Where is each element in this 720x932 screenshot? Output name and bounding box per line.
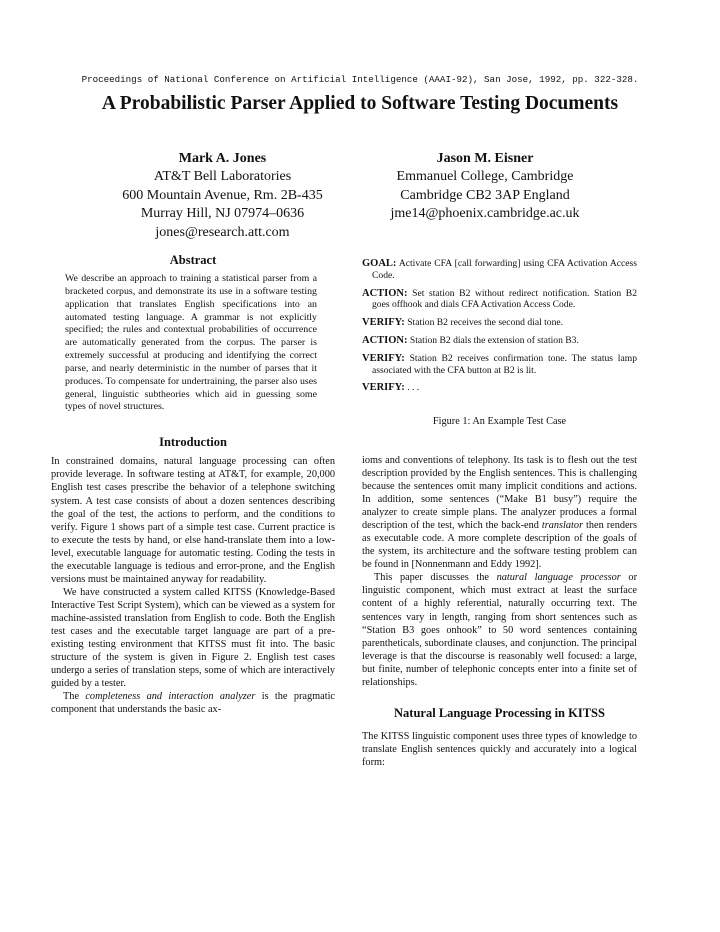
test-case-line — [362, 335, 637, 347]
author-affiliation: Emmanuel College, Cambridge — [396, 169, 574, 185]
text-span: then renders as executable code. A more complete description of the goals of the system, its architecture and the software testing problem can be found in [Nonnenmann and Eddy 1992]. — [362, 520, 637, 571]
author-email: jme14@phoenix.cambridge.ac.uk — [390, 206, 580, 222]
intro-paragraph-3 — [51, 690, 335, 716]
left-column — [51, 254, 335, 716]
test-case-text: Station B2 receives confirmation tone. The status lamp associated with the CFA button at B2 is lit. — [372, 352, 637, 376]
author-city: Murray Hill, NJ 07974–0636 — [140, 206, 305, 222]
test-case-keyword: GOAL: — [362, 258, 397, 269]
test-case-line — [362, 288, 637, 312]
text-span: The — [63, 691, 86, 703]
intro-paragraph-2: We have constructed a system called KITSS (Knowledge-Based Interactive Test Script System), which can be viewed as a system for machine-assisted translation from English to code. Both the English test cases and the executable target language are part of a pre-existing testing environment that KITSS must fit into. The basic structure of the system is given in Figure 2. English test cases undergo a series of translation steps, some of which are interactively guided by a tester. — [51, 586, 335, 690]
author-name: Mark A. Jones — [178, 151, 267, 166]
abstract-text: We describe an approach to training a statistical parser from a bracketed corpus, and demonstrate its use in a software testing application that translates English specifications into an automated testing language. A grammar is not explicitly specified; the rules and contextual probabilities of occurrence are automatically generated from the corpus. The parser is extremely successful at producing and identifying the correct parse, and nearly deterministic in the number of parses that it produces. To compensate for undertraining, the parser also uses general, linguistic subtheories which aid in guessing some types of novel structures. — [65, 273, 317, 413]
test-case-text: Set station B2 without redirect notification. Station B2 goes offhook and dials CFA Activation Access Code. — [372, 287, 637, 311]
test-case-text: Station B2 dials the extension of station B3. — [407, 334, 579, 346]
author-name: Jason M. Eisner — [436, 151, 534, 166]
intro-paragraph-1: In constrained domains, natural language processing can often provide leverage. In software testing at AT&T, for example, 20,000 English test cases prescribe the behavior of a telephone switching system. A test case consists of about a dozen sentences describing the goal of the test, the actions to perform, and the conditions to verify. Figure 1 shows part of a simple test case. Current practice is to execute the tests by hand, or else hand-translate them into a low-level, executable language for automatic testing. Coding the tests in the executable language is tedious and error-prone, and the English versions must be maintained anyway for readability. — [51, 456, 335, 585]
author-email: jones@research.att.com — [155, 224, 290, 240]
author-affiliation: AT&T Bell Laboratories — [153, 169, 292, 185]
abstract-heading: Abstract — [169, 253, 217, 267]
nlp-kitss-heading: Natural Language Processing in KITSS — [394, 705, 605, 720]
author-eisner — [360, 150, 610, 224]
right-paragraph-2 — [362, 571, 637, 688]
test-case-keyword: VERIFY: — [362, 317, 405, 329]
test-case-text: . . . — [404, 382, 420, 394]
introduction-heading: Introduction — [159, 435, 227, 450]
right-paragraph-3: The KITSS linguistic component uses three types of knowledge to translate English sentences quickly and accurately into a logical form: — [362, 730, 637, 768]
right-body — [362, 454, 637, 769]
right-paragraph-1 — [362, 454, 637, 571]
test-case-keyword: ACTION: — [362, 334, 408, 346]
test-case-text: Activate CFA [call forwarding] using CFA Activation Access Code. — [372, 258, 637, 281]
test-case-keyword: ACTION: — [362, 287, 408, 299]
figure-1-caption: Figure 1: An Example Test Case — [432, 416, 567, 428]
text-span: This paper discusses the — [374, 572, 497, 584]
test-case-keyword: VERIFY: — [362, 382, 405, 394]
test-case-text: Station B2 receives the second dial tone. — [404, 317, 564, 329]
text-span: is the pragmatic component that understands the basic ax- — [51, 691, 336, 716]
author-address: 600 Mountain Avenue, Rm. 2B-435 — [122, 187, 323, 203]
author-jones — [100, 150, 345, 242]
test-case-line — [362, 382, 637, 394]
text-span: ioms and conventions of telephony. Its task is to flesh out the test description provided by the English sentences. This is challenging because the sentences omit many implicit conditions and actions. In addition, some sentences (“Make B1 busy”) require the analyzer to create simple plans. The analyzer produces a formal description of the test, which the back-end — [362, 454, 637, 532]
emphasis-text: natural language processor — [496, 572, 621, 584]
test-case-line — [362, 353, 637, 377]
right-column — [362, 258, 637, 769]
test-case-keyword: VERIFY: — [362, 352, 405, 364]
emphasis-text: translator — [541, 520, 584, 532]
text-span: or linguistic component, which must extract at least the surface content of a highly referential, naturally occurring text. The sentences vary in length, ranging from short sentences such as “Station B3 goes onhook” to 50 word sentences containing parentheticals, subordinate clauses, and conjunction. The principal leverage is that the discourse is reasonably well focused: a large, but finite, number of telephonic concepts enter into a finite set of relationships. — [362, 572, 637, 688]
proceedings-line: Proceedings of National Conference on Artificial Intelligence (AAAI-92), San Jose, 1992, pp. 322-328. — [81, 74, 639, 85]
paper-title: A Probabilistic Parser Applied to Software Testing Documents — [101, 93, 619, 114]
test-case-line — [362, 258, 637, 282]
test-case-line — [362, 317, 637, 329]
author-address: Cambridge CB2 3AP England — [400, 187, 570, 203]
figure-1-test-case — [362, 258, 637, 428]
emphasis-text: completeness and interaction analyzer — [85, 691, 256, 703]
